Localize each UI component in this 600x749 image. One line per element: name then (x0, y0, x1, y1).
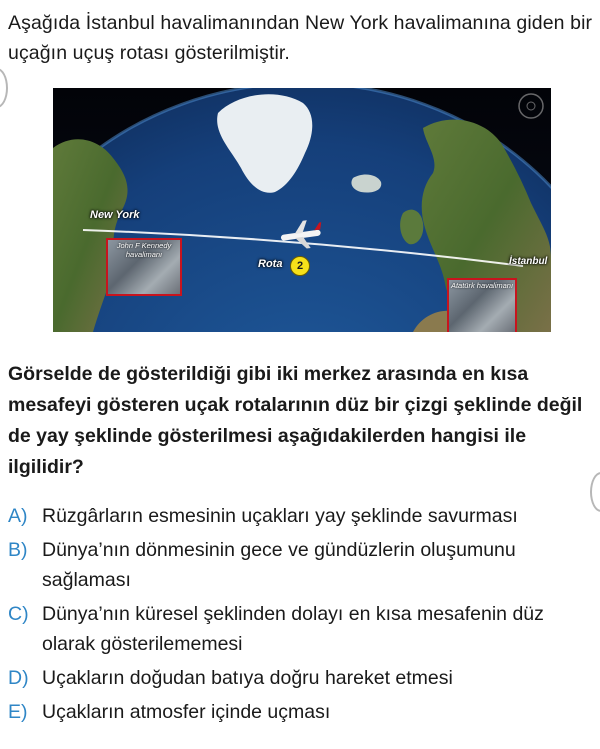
jfk-airport-inset (106, 238, 182, 296)
intro-text: Aşağıda İstanbul havalimanından New York havalimanına giden bir uçağın uçuş rotası gösterilmiştir. (8, 12, 593, 64)
ataturk-airport-inset (447, 278, 517, 332)
page-edge-marker (0, 68, 8, 108)
istanbul-label: İstanbul (509, 256, 548, 267)
option-text: Dünya’nın küresel şeklinden dolayı en kısa mesafenin düz olarak gösterilememesi (42, 603, 544, 655)
ataturk-caption: Atatürk havalimanı (450, 281, 514, 290)
answer-options (8, 501, 600, 731)
option-e[interactable] (8, 697, 600, 727)
option-text: Uçakların doğudan batıya doğru hareket etmesi (42, 667, 453, 689)
option-letter: B) (8, 539, 28, 561)
option-c[interactable] (8, 599, 600, 659)
option-letter: A) (8, 505, 28, 527)
option-d[interactable] (8, 663, 600, 693)
option-text: Uçakların atmosfer içinde uçması (42, 701, 331, 723)
option-text: Rüzgârların esmesinin uçakları yay şeklinde savurması (42, 505, 518, 527)
question-text: Görselde de gösterildiği gibi iki merkez arasında en kısa mesafeyi gösteren uçak rotalarının düz bir çizgi şeklinde değil de yay şeklinde gösterilmesi aşağıdakilerden hangisi ile ilgilidir? (8, 363, 583, 478)
route-label: Rota (258, 258, 283, 270)
route-number-badge: 2 (290, 256, 310, 276)
jfk-caption: John F Kennedy havalimanı (116, 241, 172, 259)
option-letter: D) (8, 667, 29, 689)
new-york-label: New York (90, 209, 140, 221)
option-text: Dünya’nın dönmesinin gece ve gündüzlerin oluşumunu sağlaması (42, 539, 516, 591)
flight-route-map (53, 88, 551, 332)
option-letter: E) (8, 701, 28, 723)
option-letter: C) (8, 603, 29, 625)
option-a[interactable] (8, 501, 600, 531)
option-b[interactable] (8, 535, 600, 595)
